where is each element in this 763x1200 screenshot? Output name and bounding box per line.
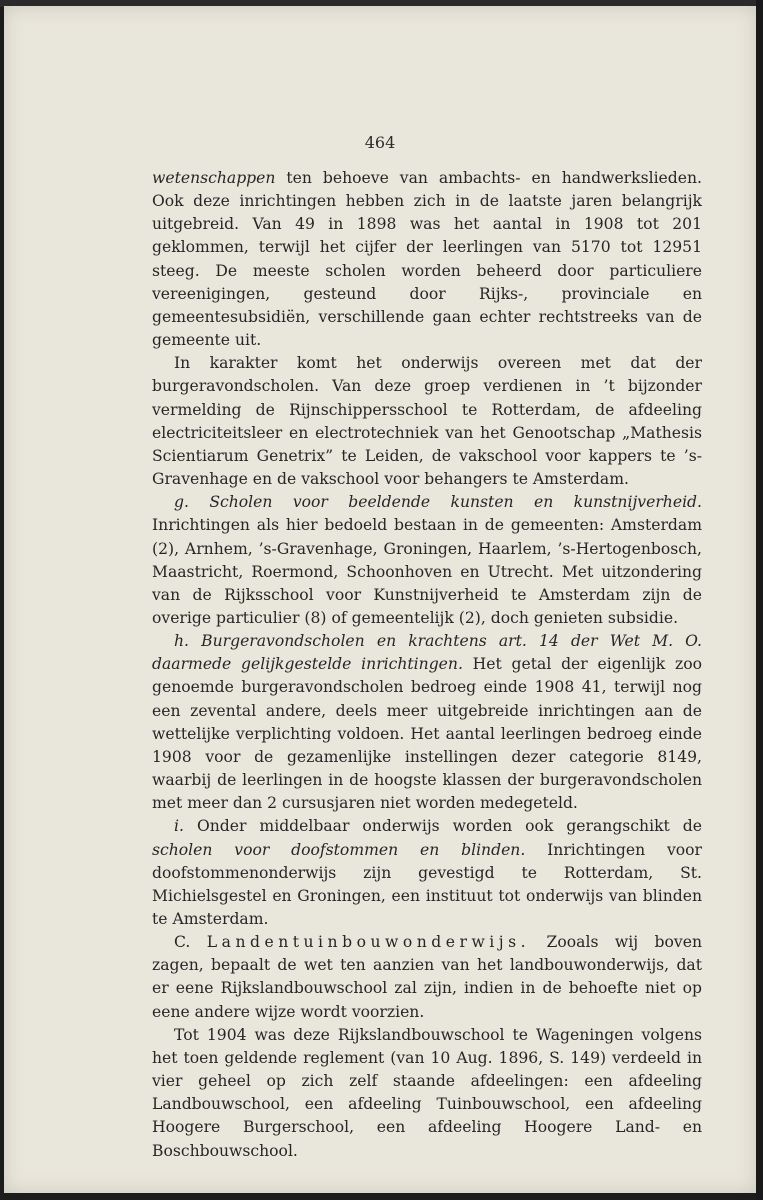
text-run: C. (174, 933, 207, 952)
paragraph (152, 1024, 702, 1163)
paragraph (152, 491, 702, 630)
page-body (152, 167, 702, 1163)
text-run: Onder middelbaar onderwijs worden ook gerangschikt de (183, 817, 702, 836)
text-run: Tot 1904 was deze Rijkslandbouwschool te Wageningen volgens het toen geldende reglement (van 10 Aug. 1896, S. 149) verdeeld in vier geheel op zich zelf staande afdeelingen: een afdeeling Landbouwschool, een afdeeling Tuinbouwschool, een afdeeling Hoogere Burgerschool, een afdeeling Hoogere Land- en Boschbouwschool. (152, 1025, 702, 1160)
scan-right-edge (756, 0, 763, 1200)
italic-text: wetenschappen (152, 169, 276, 187)
text-run: In karakter komt het onderwijs overeen met dat der burgeravondscholen. Van deze groep verdienen in ’t bijzonder vermelding de Rijnschippersschool te Rotterdam, de afdeeling electriciteitsleer en electrotechniek van het Genootschap „Mathesis Scientiarum Genetrix” te Leiden, de vakschool voor kappers te ’s-Gravenhage en de vakschool voor behangers te Amsterdam. (152, 354, 702, 489)
italic-text: i. (174, 817, 184, 836)
italic-text: g. (174, 493, 210, 512)
text-run: Inrichtingen als hier bedoeld bestaan in de gemeenten: Amsterdam (2), Arnhem, ’s-Gravenhage, Groningen, Haarlem, ’s-Hertogenbosch, Maastricht, Roermond, Schoonhoven en Utrecht. Met uitzondering van de Rijksschool voor Kunstnijverheid te Amsterdam zijn de overige particulier (8) of gemeentelijk (2), doch genieten subsidie. (152, 516, 702, 627)
paragraph (152, 815, 702, 931)
italic-text: Scholen voor beeldende kunsten en kunstnijverheid. (209, 493, 702, 512)
text-run: Inrichtingen voor doofstommenonderwijs zijn gevestigd te Rotterdam, St. Michielsgestel en Groningen, een instituut tot onderwijs van blinden te Amsterdam. (152, 840, 702, 928)
paragraph (152, 352, 702, 491)
italic-text: h. (174, 632, 202, 651)
text-run: Het getal der eigenlijk zoo genoemde burgeravondscholen bedroeg einde 1908 41, terwijl nog een zevental andere, deels meer uitgebreide inrichtingen aan de wettelijke verplichting voldoen. Het aantal leerlingen bedroeg einde 1908 voor de gezamenlijke instellingen dezer categorie 8149, waarbij de leerlingen in de hoogste klassen der burgeravondscholen met meer dan 2 cursusjaren niet worden medegeteld. (152, 655, 702, 813)
paragraph (152, 630, 702, 815)
text-run: Zooals wij boven zagen, bepaalt de wet ten aanzien van het landbouwonderwijs, dat er eene Rijkslandbouwschool zal zijn, indien in de behoefte niet op eene andere wijze wordt voorzien. (152, 933, 702, 1021)
text-run: ten behoeve van ambachts- en handwerkslieden. Ook deze inrichtingen hebben zich in de laatste jaren belangrijk uitgebreid. Van 49 in 1898 was het aantal in 1908 tot 201 geklommen, terwijl het cijfer der leerlingen van 5170 tot 12951 steeg. De meeste scholen worden beheerd door particuliere vereenigingen, gesteund door Rijks-, provinciale en gemeentesubsidiën, verschillende gaan echter rechtstreeks van de gemeente uit. (152, 169, 702, 350)
italic-text: scholen voor doofstommen en blinden. (152, 840, 526, 859)
paragraph (152, 931, 702, 1024)
scanned-page (4, 6, 756, 1193)
paragraph (152, 167, 702, 352)
spaced-heading-text: Landentuinbouwonderwijs. (206, 933, 531, 952)
italic-text: Burgeravondscholen en krachtens art. 14 der Wet M. O. daarmede gelijkgestelde inrichtingen. (152, 632, 702, 674)
page-number: 464 (364, 133, 396, 152)
